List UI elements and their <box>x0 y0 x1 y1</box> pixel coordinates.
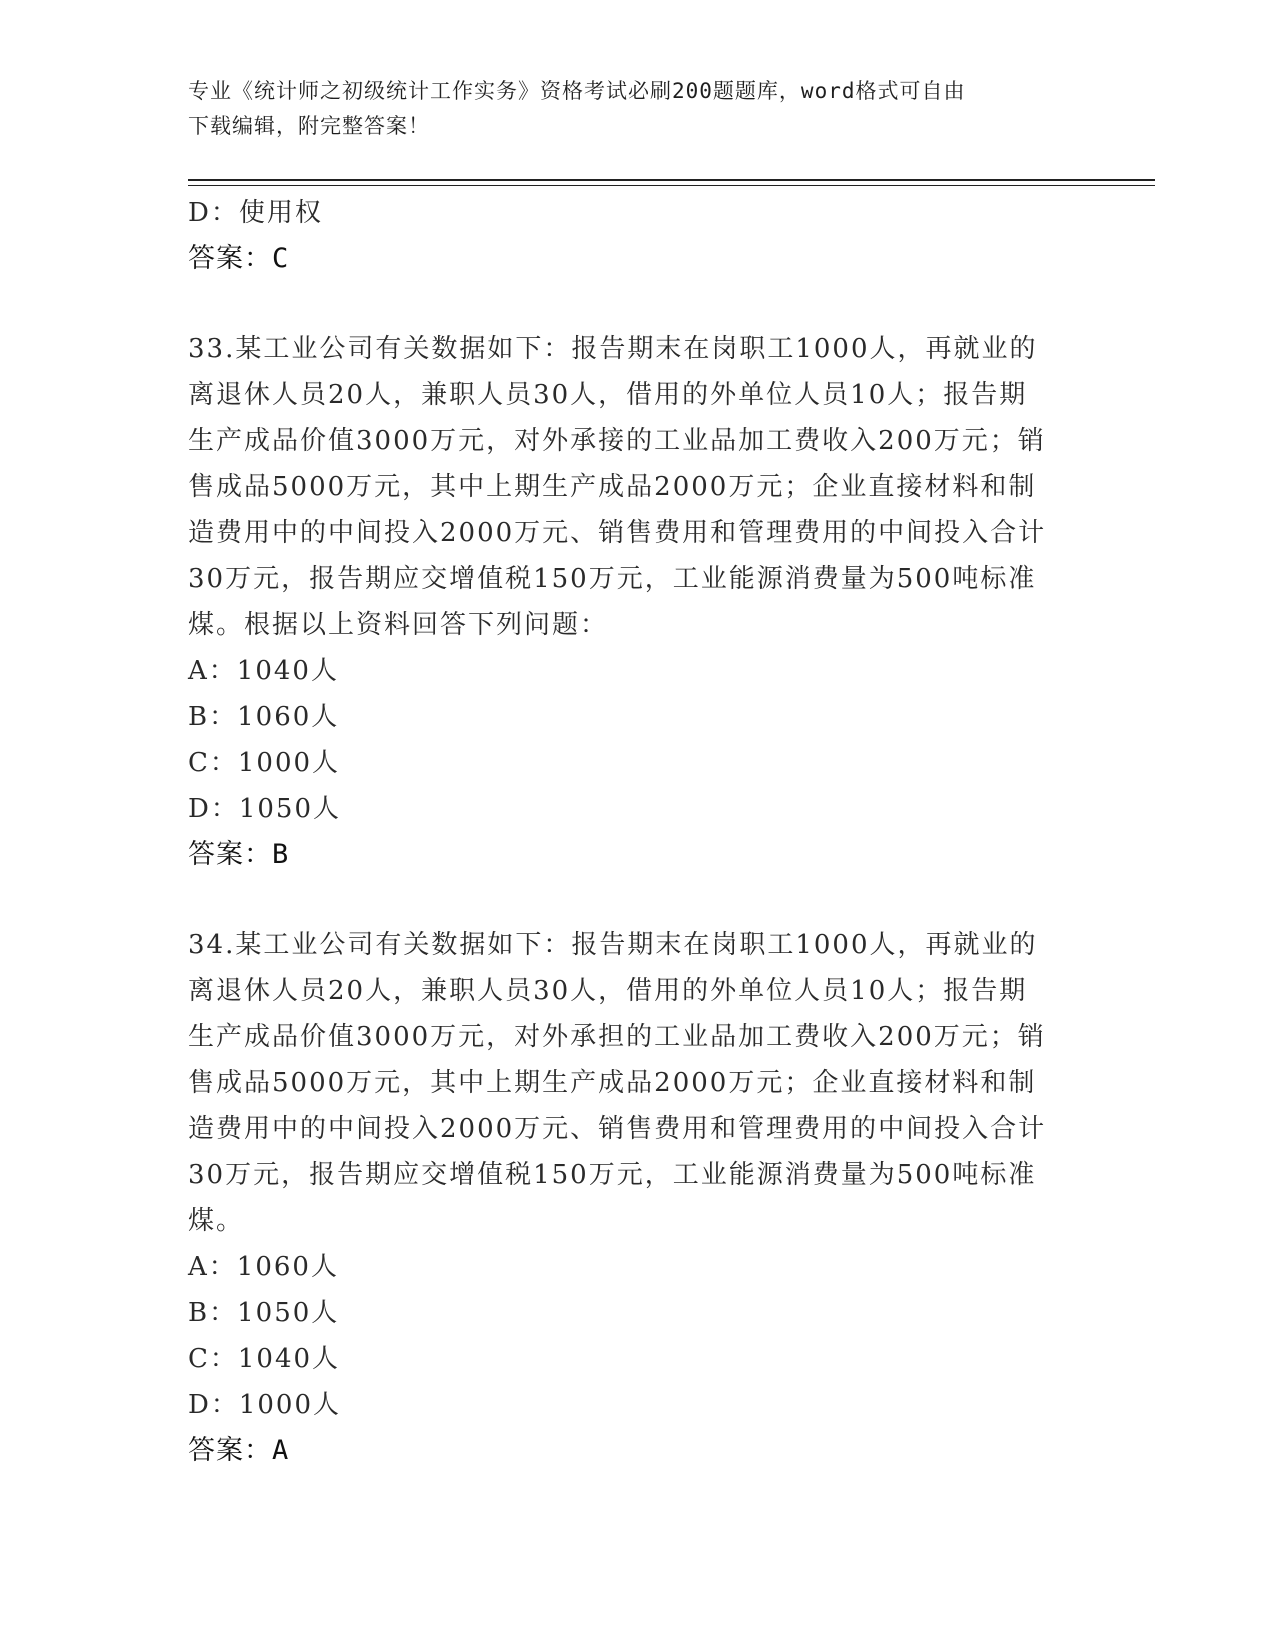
answer-line: 答案：B <box>188 839 290 870</box>
question-text-line: 造费用中的中间投入2000万元、销售费用和管理费用的中间投入合计 <box>188 1114 1047 1144</box>
option-c: C：1000人 <box>188 748 341 778</box>
question-text-line: 离退休人员20人，兼职人员30人，借用的外单位人员10人；报告期 <box>188 380 1028 410</box>
header-line-1: 专业《统计师之初级统计工作实务》资格考试必刷200题题库，word格式可自由 <box>188 79 966 103</box>
question-text-line: 煤。 <box>188 1206 245 1236</box>
question-text-line: 售成品5000万元，其中上期生产成品2000万元；企业直接材料和制 <box>188 1068 1037 1098</box>
question-text-line: 33.某工业公司有关数据如下：报告期末在岗职工1000人，再就业的 <box>188 334 1038 364</box>
option-a: A：1060人 <box>188 1252 339 1282</box>
question-text-line: 30万元，报告期应交增值税150万元，工业能源消费量为500吨标准 <box>188 1160 1037 1190</box>
header-rule-thin <box>188 185 1155 186</box>
question-text-line: 造费用中的中间投入2000万元、销售费用和管理费用的中间投入合计 <box>188 518 1047 548</box>
option-a: A：1040人 <box>188 656 339 686</box>
header-line-2: 下载编辑，附完整答案！ <box>188 114 430 138</box>
option-c: C：1040人 <box>188 1344 341 1374</box>
question-text-line: 34.某工业公司有关数据如下：报告期末在岗职工1000人，再就业的 <box>188 930 1038 960</box>
answer-line: 答案：A <box>188 1435 290 1466</box>
option-b: B：1060人 <box>188 702 340 732</box>
question-text-line: 煤。根据以上资料回答下列问题： <box>188 610 609 640</box>
spacer <box>188 878 1078 922</box>
option-d: D：1050人 <box>188 794 342 824</box>
question-34 <box>188 922 1078 1474</box>
option-d: D：使用权 <box>188 198 323 228</box>
option-d: D：1000人 <box>188 1390 342 1420</box>
question-text-line: 售成品5000万元，其中上期生产成品2000万元；企业直接材料和制 <box>188 472 1037 502</box>
document-body <box>188 190 1078 1474</box>
question-33 <box>188 326 1078 878</box>
spacer <box>188 282 1078 326</box>
question-text-line: 生产成品价值3000万元，对外承担的工业品加工费收入200万元；销 <box>188 1022 1046 1052</box>
header-rule-thick <box>188 179 1155 181</box>
document-header <box>188 74 1068 144</box>
previous-question-tail <box>188 190 1078 282</box>
option-b: B：1050人 <box>188 1298 340 1328</box>
question-text-line: 30万元，报告期应交增值税150万元，工业能源消费量为500吨标准 <box>188 564 1037 594</box>
answer-line: 答案：C <box>188 243 290 274</box>
question-text-line: 生产成品价值3000万元，对外承接的工业品加工费收入200万元；销 <box>188 426 1046 456</box>
question-text-line: 离退休人员20人，兼职人员30人，借用的外单位人员10人；报告期 <box>188 976 1028 1006</box>
